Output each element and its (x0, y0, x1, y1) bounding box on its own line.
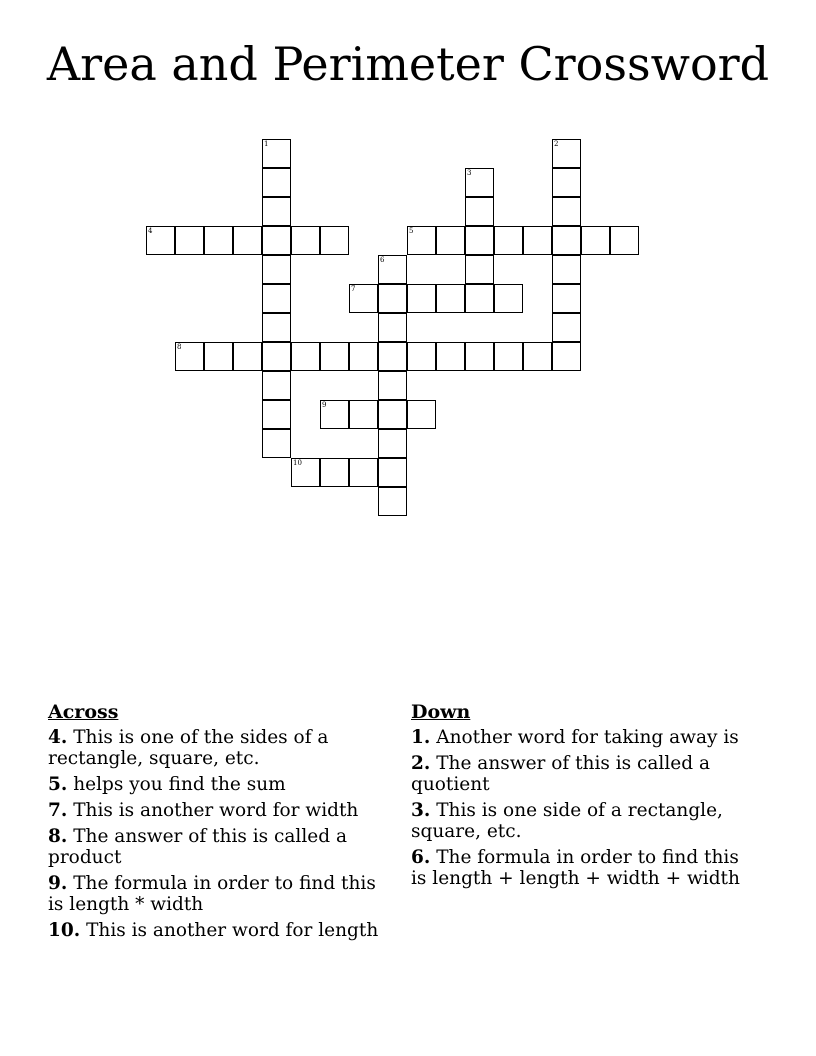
clue-text: This is one of the sides of a rectangle, square, etc. (48, 727, 329, 769)
grid-cell[interactable] (494, 226, 523, 255)
grid-cell[interactable] (610, 226, 639, 255)
grid-cell[interactable] (175, 342, 204, 371)
clue-across-10 (48, 920, 393, 941)
grid-cell[interactable] (320, 342, 349, 371)
grid-cell[interactable] (552, 226, 581, 255)
grid-cell[interactable] (262, 255, 291, 284)
grid-cell[interactable] (378, 255, 407, 284)
grid-cell[interactable] (262, 400, 291, 429)
clue-text: helps you find the sum (73, 774, 286, 795)
cell-number: 5 (409, 227, 414, 235)
grid-cell[interactable] (407, 400, 436, 429)
grid-cell[interactable] (378, 342, 407, 371)
down-clues (411, 702, 741, 894)
clue-text: The formula in order to find this is length + length + width + width (411, 847, 740, 889)
grid-cell[interactable] (436, 226, 465, 255)
clue-text: The answer of this is called a product (48, 826, 347, 868)
cell-number: 4 (148, 227, 153, 235)
grid-cell[interactable] (378, 313, 407, 342)
grid-cell[interactable] (320, 458, 349, 487)
grid-cell[interactable] (262, 139, 291, 168)
grid-cell[interactable] (552, 139, 581, 168)
grid-cell[interactable] (262, 371, 291, 400)
grid-cell[interactable] (262, 168, 291, 197)
clue-number: 1. (411, 727, 431, 748)
grid-cell[interactable] (465, 255, 494, 284)
clue-number: 8. (48, 826, 68, 847)
clue-across-7 (48, 800, 393, 821)
grid-cell[interactable] (465, 197, 494, 226)
grid-cell[interactable] (494, 284, 523, 313)
grid-cell[interactable] (552, 342, 581, 371)
grid-cell[interactable] (349, 284, 378, 313)
clue-text: This is another word for width (73, 800, 359, 821)
grid-cell[interactable] (436, 342, 465, 371)
grid-cell[interactable] (175, 226, 204, 255)
grid-cell[interactable] (407, 284, 436, 313)
clue-down-6 (411, 847, 741, 889)
grid-cell[interactable] (465, 284, 494, 313)
clue-across-5 (48, 774, 393, 795)
clue-number: 6. (411, 847, 431, 868)
clue-down-1 (411, 727, 741, 748)
clue-text: This is another word for length (86, 920, 379, 941)
grid-cell[interactable] (146, 226, 175, 255)
clue-number: 5. (48, 774, 68, 795)
grid-cell[interactable] (581, 226, 610, 255)
grid-cell[interactable] (349, 342, 378, 371)
grid-cell[interactable] (378, 371, 407, 400)
clue-across-4 (48, 727, 393, 769)
grid-cell[interactable] (552, 255, 581, 284)
grid-cell[interactable] (378, 429, 407, 458)
cell-number: 1 (264, 140, 269, 148)
across-heading: Across (48, 701, 119, 723)
grid-cell[interactable] (465, 342, 494, 371)
grid-cell[interactable] (204, 226, 233, 255)
grid-cell[interactable] (320, 400, 349, 429)
clue-across-9 (48, 873, 393, 915)
grid-cell[interactable] (233, 342, 262, 371)
cell-number: 8 (177, 343, 182, 351)
grid-cell[interactable] (465, 226, 494, 255)
grid-cell[interactable] (262, 313, 291, 342)
grid-cell[interactable] (523, 226, 552, 255)
grid-cell[interactable] (436, 284, 465, 313)
clue-down-2 (411, 753, 741, 795)
clue-number: 9. (48, 873, 68, 894)
cell-number: 6 (380, 256, 385, 264)
clue-number: 10. (48, 920, 81, 941)
grid-cell[interactable] (523, 342, 552, 371)
grid-cell[interactable] (291, 458, 320, 487)
grid-cell[interactable] (465, 168, 494, 197)
grid-cell[interactable] (233, 226, 262, 255)
cell-number: 10 (293, 459, 302, 467)
grid-cell[interactable] (552, 168, 581, 197)
cell-number: 3 (467, 169, 472, 177)
grid-cell[interactable] (262, 284, 291, 313)
cell-number: 9 (322, 401, 327, 409)
clue-number: 4. (48, 727, 68, 748)
clue-number: 2. (411, 753, 431, 774)
clue-down-3 (411, 800, 741, 842)
clue-text: Another word for taking away is (436, 727, 739, 748)
across-clues (48, 702, 393, 946)
clue-number: 3. (411, 800, 431, 821)
clue-number: 7. (48, 800, 68, 821)
clue-text: The answer of this is called a quotient (411, 753, 710, 795)
grid-cell[interactable] (262, 429, 291, 458)
grid-cell[interactable] (552, 284, 581, 313)
grid-cell[interactable] (407, 226, 436, 255)
grid-cell[interactable] (378, 487, 407, 516)
grid-cell[interactable] (204, 342, 233, 371)
cell-number: 7 (351, 285, 356, 293)
cell-number: 2 (554, 140, 559, 148)
grid-cell[interactable] (349, 400, 378, 429)
grid-cell[interactable] (552, 313, 581, 342)
grid-cell[interactable] (320, 226, 349, 255)
grid-cell[interactable] (262, 226, 291, 255)
grid-cell[interactable] (291, 226, 320, 255)
clue-across-8 (48, 826, 393, 868)
grid-cell[interactable] (349, 458, 378, 487)
clue-text: The formula in order to find this is length * width (48, 873, 376, 915)
grid-cell[interactable] (407, 342, 436, 371)
grid-cell[interactable] (494, 342, 523, 371)
grid-cell[interactable] (262, 197, 291, 226)
grid-cell[interactable] (552, 197, 581, 226)
grid-cell[interactable] (378, 400, 407, 429)
page-title: Area and Perimeter Crossword (46, 37, 770, 91)
clue-text: This is one side of a rectangle, square, etc. (411, 800, 723, 842)
down-heading: Down (411, 701, 471, 723)
grid-cell[interactable] (291, 342, 320, 371)
grid-cell[interactable] (378, 284, 407, 313)
grid-cell[interactable] (262, 342, 291, 371)
grid-cell[interactable] (378, 458, 407, 487)
